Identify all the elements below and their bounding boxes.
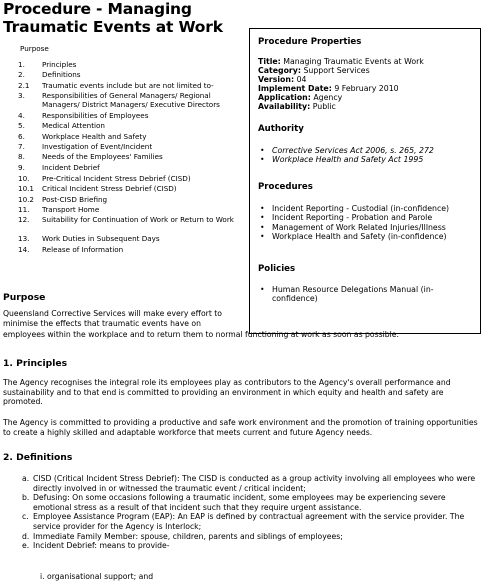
- toc-item-label[interactable]: Incident Debrief: [42, 163, 100, 172]
- procedure-link[interactable]: • Incident Reporting - Probation and Parole: [258, 213, 473, 222]
- property-application: Application: Agency: [258, 93, 343, 102]
- procedures-heading: Procedures: [258, 182, 313, 192]
- authority-list: [258, 146, 473, 165]
- toc-item-number: 7.: [18, 142, 25, 151]
- toc-item-label[interactable]: Investigation of Event/Incident: [42, 142, 153, 151]
- property-availability: Availability: Public: [258, 102, 336, 111]
- toc-item-label[interactable]: Responsibilities of Employees: [42, 111, 149, 120]
- toc-item-label[interactable]: Traumatic events include but are not limited to-: [42, 81, 214, 90]
- procedure-link[interactable]: • Incident Reporting - Custodial (in-confidence): [258, 204, 473, 213]
- page-title: Procedure - Managing Traumatic Events at Work: [3, 0, 223, 36]
- definition-sub-item: i. organisational support; and: [40, 572, 154, 581]
- toc-item-number: 9.: [18, 163, 25, 172]
- purpose-line-2: minimise the effects that traumatic events have on: [3, 319, 201, 328]
- toc-item-number: 6.: [18, 132, 25, 141]
- authority-item[interactable]: • Corrective Services Act 2006, s. 265, 272: [258, 146, 473, 155]
- policies-heading: Policies: [258, 264, 296, 274]
- toc-item-label[interactable]: Transport Home: [42, 205, 100, 214]
- toc-item-number: 2.: [18, 70, 25, 79]
- toc-item-label[interactable]: Pre-Critical Incident Stress Debrief (CISD): [42, 174, 191, 183]
- toc-item-label[interactable]: Principles: [42, 60, 77, 69]
- toc-item-number: 12.: [18, 215, 30, 224]
- toc-item-number: 10.1: [18, 184, 35, 193]
- toc-item-number: 3.: [18, 91, 25, 100]
- toc-item-label[interactable]: Medical Attention: [42, 121, 105, 130]
- properties-heading: Procedure Properties: [258, 37, 362, 47]
- toc-item-label[interactable]: Critical Incident Stress Debrief (CISD): [42, 184, 177, 193]
- policies-list: [258, 285, 473, 304]
- toc-item-number: 11.: [18, 205, 30, 214]
- toc-item-number: 1.: [18, 60, 25, 69]
- definitions-heading: 2. Definitions: [3, 452, 73, 463]
- toc-item-label[interactable]: Workplace Health and Safety: [42, 132, 147, 141]
- toc-item-number: 8.: [18, 152, 25, 161]
- toc-item-label[interactable]: Work Duties in Subsequent Days: [42, 234, 160, 243]
- definition-item: d. Immediate Family Member: spouse, children, parents and siblings of employees;: [22, 531, 343, 541]
- definition-item: c. Employee Assistance Program (EAP): An EAP is defined by contractual agreement with the service provider. The service provider for the Agency is Interlock;: [22, 512, 465, 531]
- procedure-link[interactable]: • Management of Work Related Injuries/Illness: [258, 223, 473, 232]
- procedures-list: [258, 204, 473, 242]
- toc-item-label[interactable]: Needs of the Employees' Families: [42, 152, 163, 161]
- toc-item-number: 5.: [18, 121, 25, 130]
- toc-item-number: 4.: [18, 111, 25, 120]
- toc-item-label[interactable]: Responsibilities of General Managers/ Regional Managers/ District Managers/ Executive Directors: [42, 91, 220, 109]
- property-category: Category: Support Services: [258, 66, 370, 75]
- toc-item-number: 13.: [18, 234, 30, 243]
- toc-item-number: 2.1: [18, 81, 30, 90]
- toc-item-label[interactable]: Definitions: [42, 70, 81, 79]
- purpose-line-1: Queensland Corrective Services will make every effort to: [3, 309, 222, 318]
- toc-item-label[interactable]: Suitability for Continuation of Work or Return to Work: [42, 215, 234, 224]
- principles-paragraph-1: The Agency recognises the integral role its employees play as contributors to the Agency's overall performance and sustainability and to that end is committed to providing an environment in which equity and health and safety are promoted.: [3, 378, 451, 407]
- toc-item-number: 10.: [18, 174, 30, 183]
- toc-item-number: 14.: [18, 245, 30, 254]
- definition-item: e. Incident Debrief: means to provide-: [22, 541, 170, 551]
- principles-paragraph-2: The Agency is committed to providing a productive and safe work environment and the promotion of training opportunities to create a highly skilled and adaptable workforce that meets current and future Agency needs.: [3, 418, 478, 437]
- authority-heading: Authority: [258, 124, 304, 134]
- toc-item-label[interactable]: Release of Information: [42, 245, 124, 254]
- toc-item-label[interactable]: Post-CISD Briefing: [42, 195, 108, 204]
- property-version: Version: 04: [258, 75, 307, 84]
- authority-item[interactable]: • Workplace Health and Safety Act 1995: [258, 155, 473, 164]
- purpose-line-3: employees within the workplace and to return them to normal functioning at work as soon as possible.: [3, 330, 399, 339]
- property-implement-date: Implement Date: 9 February 2010: [258, 84, 399, 93]
- policy-link[interactable]: • Human Resource Delegations Manual (in-confidence): [258, 285, 473, 304]
- definition-item: b. Defusing: On some occasions following a traumatic incident, some employees may be experiencing severe emotional stress as a result of that incident such that they require urgent assistance.: [22, 493, 446, 512]
- toc-item-number: 10.2: [18, 195, 35, 204]
- principles-heading: 1. Principles: [3, 358, 68, 369]
- toc-purpose-label[interactable]: Purpose: [20, 44, 49, 53]
- property-title: Title: Managing Traumatic Events at Work: [258, 57, 424, 66]
- definition-item: a. CISD (Critical Incident Stress Debrief): The CISD is conducted as a group activity involving all employees who were directly involved in or witnessed the traumatic event / critical incident;: [22, 474, 476, 493]
- definitions-list: [22, 474, 482, 551]
- procedure-properties-box: [249, 28, 481, 334]
- procedure-link[interactable]: • Workplace Health and Safety (in-confidence): [258, 232, 473, 241]
- purpose-heading: Purpose: [3, 292, 46, 303]
